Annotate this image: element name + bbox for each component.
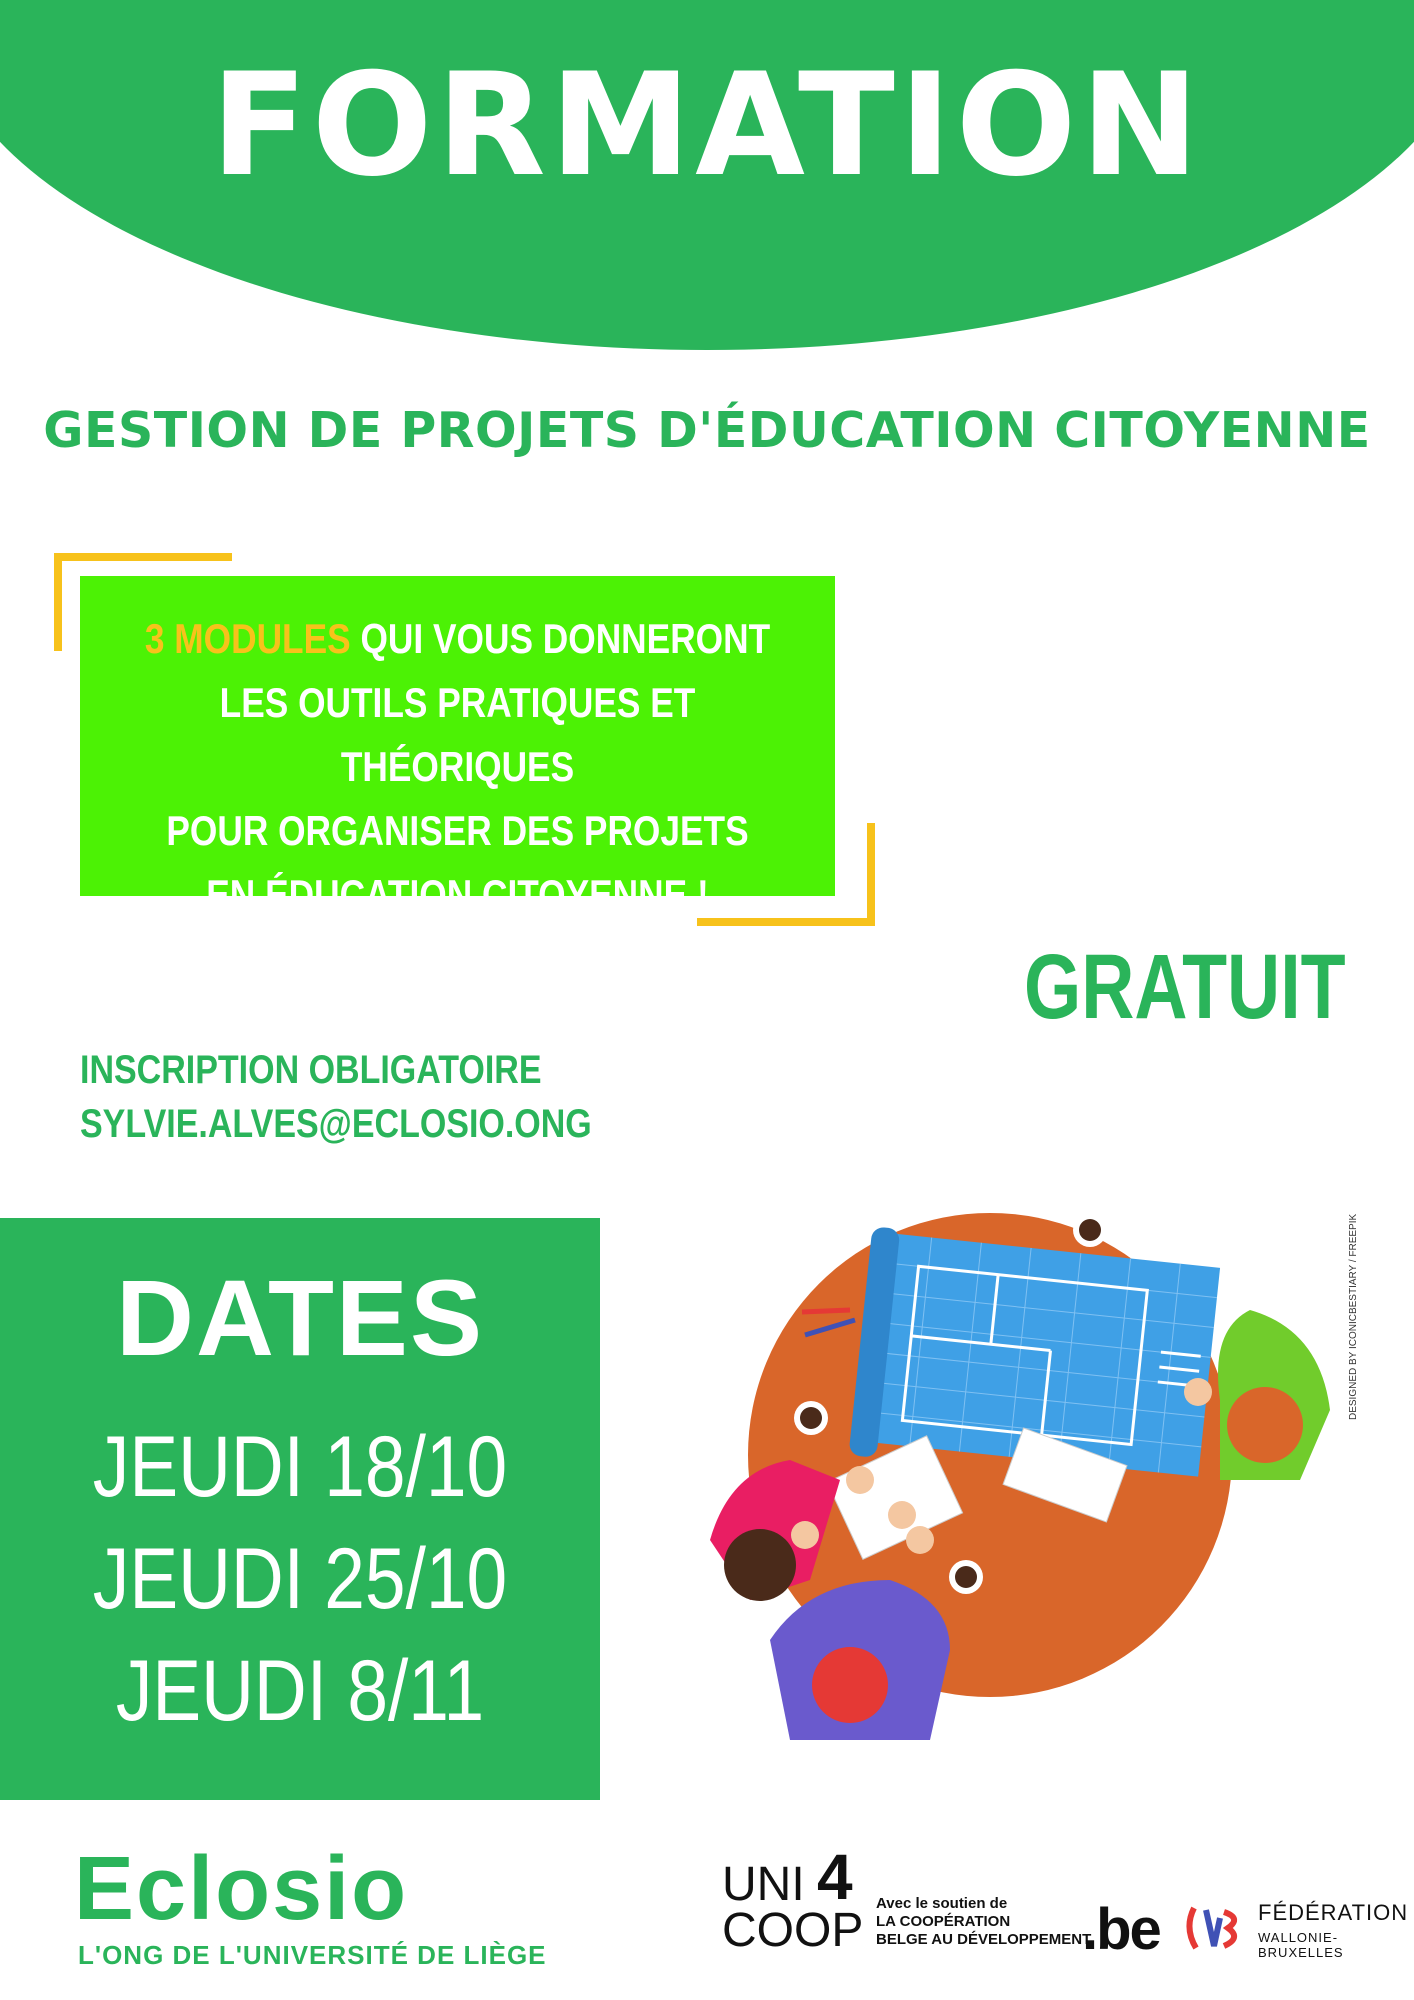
support-line-1: Avec le soutien de — [876, 1895, 1008, 1912]
coffee-cup-icon — [794, 1401, 828, 1435]
price-label: GRATUIT — [1024, 936, 1346, 1038]
fwb-name: FÉDÉRATION — [1258, 1900, 1409, 1925]
eclosio-tagline: L'ONG DE L'UNIVERSITÉ DE LIÈGE — [78, 1940, 547, 1970]
uni4coop-line-1: UNI — [722, 1858, 805, 1911]
registration-email[interactable]: SYLVIE.ALVES@ECLOSIO.ONG — [80, 1102, 592, 1146]
support-line-3: BELGE AU DÉVELOPPEMENT — [876, 1931, 1092, 1948]
modules-line-3: POUR ORGANISER DES PROJETS — [166, 807, 749, 854]
modules-count-highlight: 3 MODULES — [144, 615, 351, 662]
support-line-2: LA COOPÉRATION — [876, 1913, 1011, 1930]
coffee-cup-icon — [949, 1560, 983, 1594]
page-title: FORMATION — [210, 43, 1204, 208]
pencil-icon — [802, 1310, 850, 1312]
illustration-credit: DESIGNED BY ICONICBESTIARY / FREEPIK — [1348, 1213, 1359, 1420]
registration-info — [80, 1043, 592, 1151]
support-text — [876, 1895, 1091, 1949]
modules-line-1 — [140, 607, 774, 671]
modules-line-4: EN ÉDUCATION CITOYENNE ! — [206, 871, 709, 918]
training-subtitle: GESTION DE PROJETS D'ÉDUCATION CITOYENNE — [43, 402, 1371, 459]
uni4coop-logo — [722, 1841, 864, 1957]
uni4coop-line-2: COOP — [722, 1904, 864, 1957]
modules-line-2: LES OUTILS PRATIQUES ET THÉORIQUES — [219, 679, 696, 790]
modules-description — [140, 607, 774, 927]
belgium-be-logo: .be — [1082, 1897, 1160, 1962]
fwb-subname: WALLONIE-BRUXELLES — [1258, 1930, 1344, 1960]
eclosio-logo: Eclosio — [74, 1839, 409, 1939]
date-item-3: JEUDI 8/11 — [115, 1643, 485, 1739]
date-item-1: JEUDI 18/10 — [92, 1419, 508, 1515]
meeting-table-illustration — [690, 1180, 1350, 1760]
coffee-cup-icon — [1073, 1213, 1107, 1247]
fwb-logo-icon — [1184, 1898, 1244, 1958]
date-item-2: JEUDI 25/10 — [92, 1531, 508, 1627]
modules-line-1-text: QUI VOUS DONNERONT — [350, 615, 771, 662]
uni4coop-four: 4 — [817, 1841, 853, 1913]
dates-title: DATES — [115, 1257, 484, 1378]
registration-label: INSCRIPTION OBLIGATOIRE — [80, 1048, 542, 1092]
